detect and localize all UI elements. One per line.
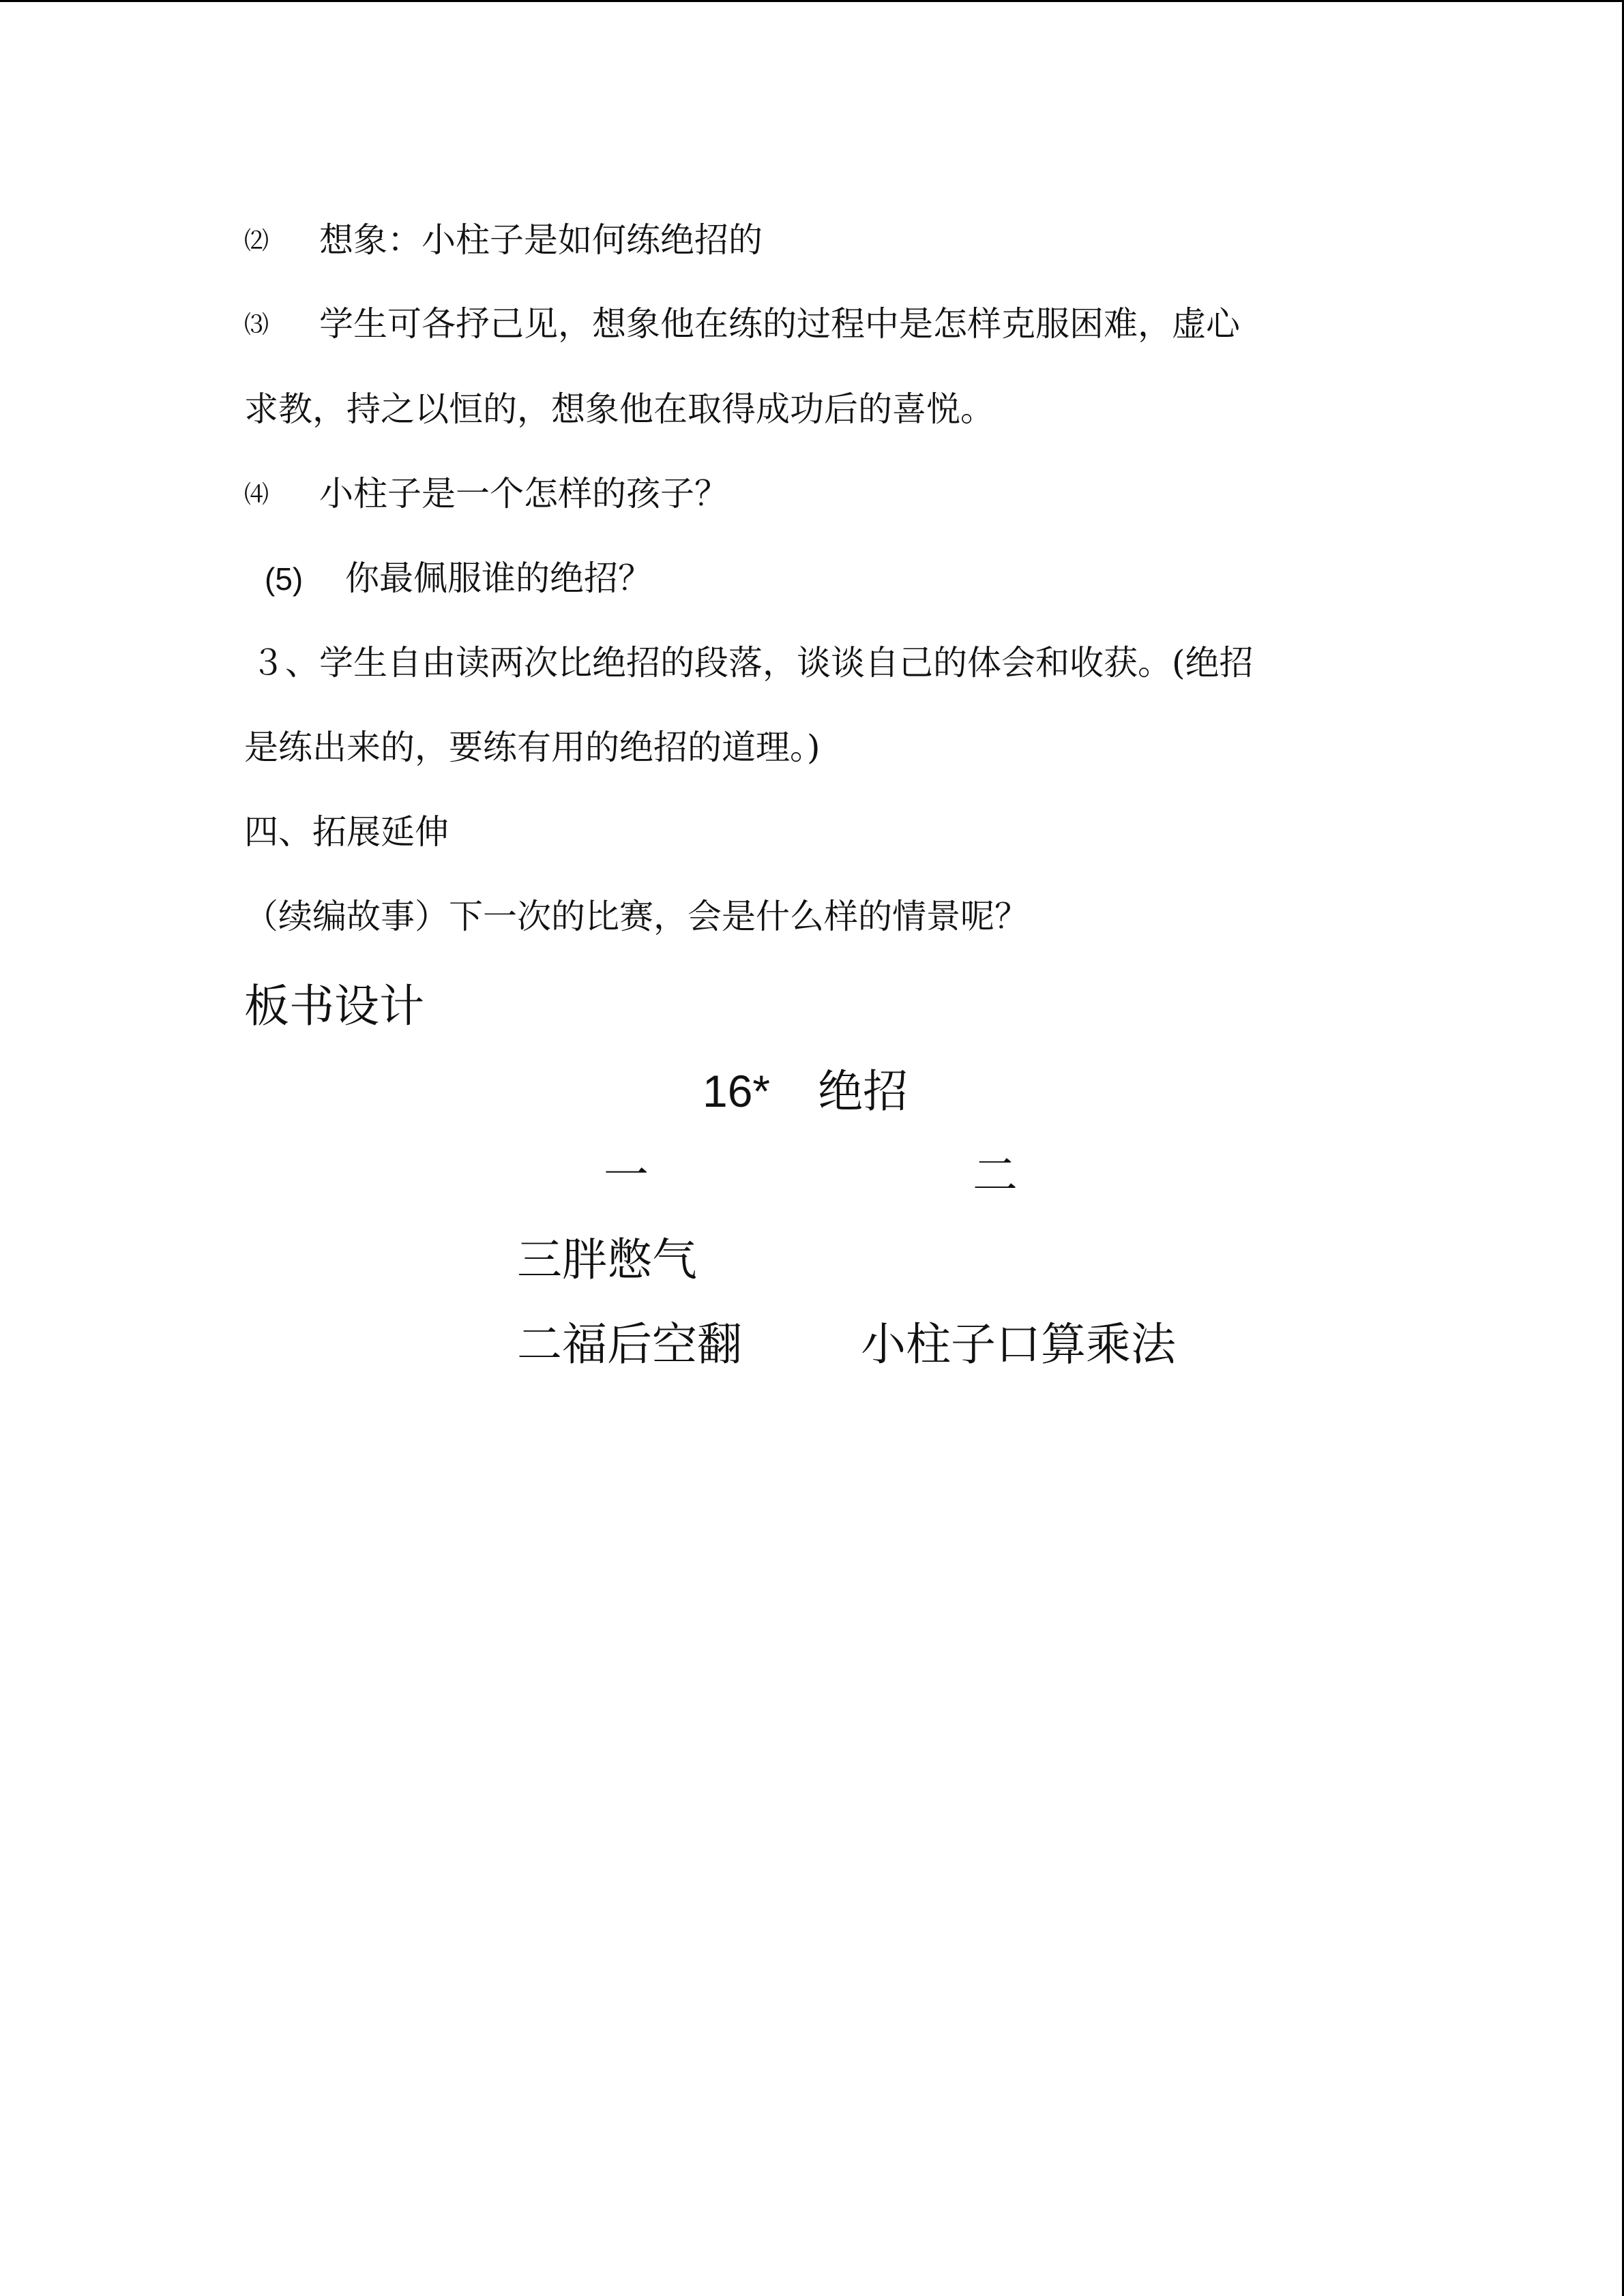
section-heading (244, 811, 449, 852)
item-text: 小柱子是一个怎样的孩子？ (319, 474, 728, 513)
paragraph (244, 896, 1029, 937)
item-text: 学生可各抒己见，想象他在练的过程中是怎样克服困难，虚心 (319, 304, 1240, 344)
list-item (244, 558, 652, 599)
paragraph-text: 是练出来的，要练有用的绝招的道理。) (244, 728, 821, 767)
paragraph-text: ３、学生自由读两次比绝招的段落，谈谈自己的体会和收获。(绝招 (251, 643, 1254, 683)
lesson-title (703, 1064, 908, 1119)
section-heading-text: 四、拓展延伸 (244, 812, 449, 852)
paragraph-continuation (244, 727, 821, 768)
list-item (244, 303, 1240, 346)
paragraph-text: （续编故事）下一次的比赛，会是什么样的情景呢？ (244, 897, 1029, 936)
item-number: (5) (265, 561, 304, 597)
list-item (244, 220, 763, 262)
board-entry: 小柱子口算乘法 (861, 1318, 1176, 1371)
lesson-title-text: 绝招 (818, 1065, 909, 1118)
item-text: 想象：小柱子是如何练绝招的 (319, 220, 763, 260)
lesson-number: 16* (703, 1066, 771, 1116)
board-entry: 三胖憋气 (517, 1234, 697, 1286)
board-column-two: 二 (973, 1149, 1018, 1202)
paragraph (251, 642, 1254, 683)
page-border-top (0, 0, 1624, 2)
item-continuation (244, 389, 994, 430)
list-item (244, 473, 728, 516)
board-entry: 二福后空翻 (517, 1318, 742, 1371)
item-number: ⑵ (244, 227, 269, 255)
board-heading: 板书设计 (244, 980, 424, 1032)
item-text: 求教，持之以恒的，想象他在取得成功后的喜悦。 (244, 389, 994, 429)
item-number: ⑷ (244, 481, 269, 509)
board-column-one: 一 (604, 1149, 649, 1202)
item-text: 你最佩服谁的绝招？ (345, 558, 652, 598)
item-number: ⑶ (244, 311, 269, 339)
